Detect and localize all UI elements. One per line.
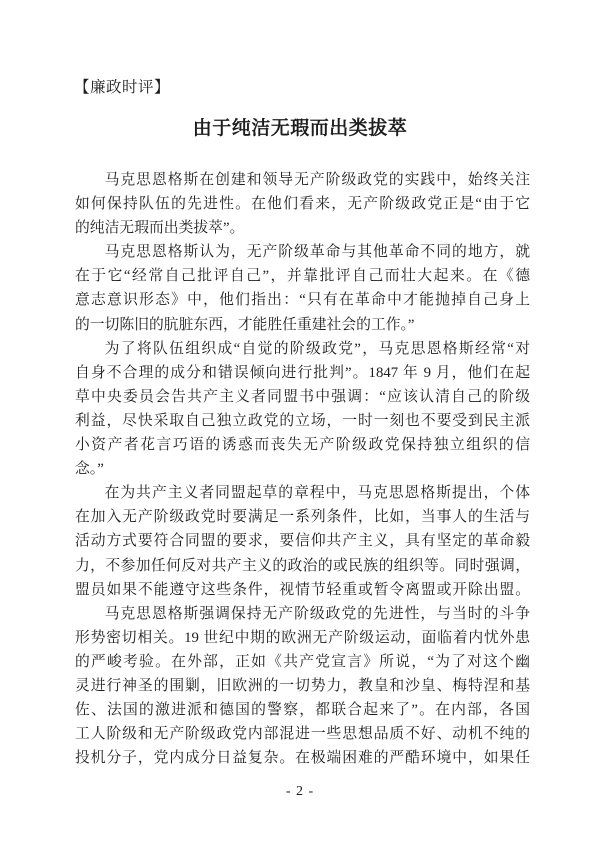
article-title: 由于纯洁无瑕而出类拔萃 xyxy=(192,118,408,139)
text-line: 佐、法国的激进派和德国的警察，都联合起来了”。在内部，各国 xyxy=(75,702,530,719)
text-line: 投机分子，党内成分日益复杂。在极端困难的严酷环境中，如果任 xyxy=(75,750,530,767)
text-line: 活动方式要符合同盟的要求，要信仰共产主义，具有坚定的革命毅 xyxy=(75,533,530,550)
text-line: 形势密切相关。19 世纪中期的欧洲无产阶级运动，面临着内忧外患 xyxy=(75,629,530,646)
text-line: 在于它“经常自己批评自己”，并靠批评自己而壮大起来。在《德 xyxy=(75,268,530,285)
text-line: 如何保持队伍的先进性。在他们看来，无产阶级政党正是“由于它 xyxy=(75,196,530,213)
text-line: 灵进行神圣的围剿，旧欧洲的一切势力，教皇和沙皇、梅特涅和基 xyxy=(75,677,530,694)
text-line: 力，不参加任何反对共产主义的政治的或民族的组织等。同时强调， xyxy=(75,557,530,574)
text-line: 马克思恩格斯在创建和领导无产阶级政党的实践中，始终关注 xyxy=(104,172,530,188)
text-line: 的一切陈旧的肮脏东西，才能胜任重建社会的工作。” xyxy=(75,316,415,333)
page-number: - 2 - xyxy=(285,784,315,799)
text-line: 自身不合理的成分和错误倾向进行批判”。1847 年 9 月，他们在起 xyxy=(75,364,530,381)
text-line: 盟员如果不能遵守这些条件，视情节轻重或暂令离盟或开除出盟。 xyxy=(75,581,530,598)
text-line: 工人阶级和无产阶级政党内部混进一些思想品质不好、动机不纯的 xyxy=(75,726,530,743)
text-line: 的纯洁无瑕而出类拔萃”。 xyxy=(75,220,245,237)
text-line: 马克思恩格斯强调保持无产阶级政党的先进性，与当时的斗争 xyxy=(104,605,530,622)
text-line: 利益，尽快采取自己独立政党的立场，一时一刻也不要受到民主派 xyxy=(75,412,530,429)
text-line: 的严峻考验。在外部，正如《共产党宣言》所说，“为了对这个幽 xyxy=(75,653,530,670)
text-line: 在为共产主义者同盟起草的章程中，马克思恩格斯提出，个体 xyxy=(104,485,530,502)
text-line: 意志意识形态》中，他们指出：“只有在革命中才能抛掉自己身上 xyxy=(75,292,530,309)
document-body xyxy=(75,168,530,770)
text-line: 为了将队伍组织成“自觉的阶级政党”，马克思恩格斯经常“对 xyxy=(104,340,530,357)
text-line: 小资产者花言巧语的诱惑而丧失无产阶级政党保持独立组织的信 xyxy=(75,437,530,454)
text-line: 马克思恩格斯认为，无产阶级革命与其他革命不同的地方，就 xyxy=(104,244,530,261)
text-line: 在加入无产阶级政党时要满足一系列条件，比如，当事人的生活与 xyxy=(75,509,530,526)
column-header: 【廉政时评】 xyxy=(74,79,171,96)
text-line: 草中央委员会告共产主义者同盟书中强调：“应该认清自己的阶级 xyxy=(75,388,530,405)
text-line: 念。” xyxy=(75,461,104,478)
